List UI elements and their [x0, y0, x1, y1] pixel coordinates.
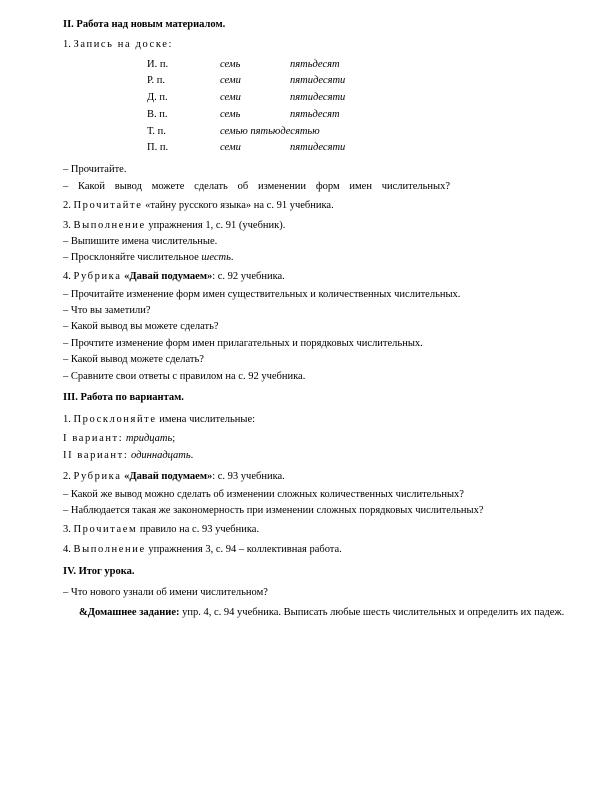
item-spaced-text: Прочитайте [73, 200, 143, 211]
variant-word: одиннадцать [130, 450, 191, 461]
item-number: 1. [63, 414, 71, 425]
variant-label: I вариант: [63, 433, 124, 444]
question-line: – Какой вывод можете сделать? [63, 354, 204, 365]
variant-word: тридцать [125, 433, 173, 444]
item-spaced-text: Запись на доске: [73, 39, 174, 50]
rubric-title: «Давай подумаем» [121, 471, 213, 482]
line-text: . [230, 252, 234, 263]
item-number: 3. [63, 220, 71, 231]
question-line: – Прочитайте. [63, 164, 127, 175]
section-4-heading: IV. Итог урока. [63, 566, 135, 577]
word-form: пятидесяти [290, 75, 346, 86]
word-form: пятидесяти [290, 142, 346, 153]
item-text: упражнения 1, с. 91 (учебник). [145, 220, 286, 231]
item-number: 2. [63, 471, 71, 482]
homework-paragraph [63, 606, 579, 619]
question-line [63, 251, 234, 264]
italic-word: шесть [201, 252, 231, 263]
item-text: правило на с. 93 учебника. [137, 524, 260, 535]
item-text: : с. 92 учебника. [212, 271, 285, 282]
item-number: 1. [63, 39, 71, 50]
word-form: семи [220, 142, 241, 153]
question-line: – Наблюдается такая же закономерность при изменении сложных порядковых числительных? [63, 505, 484, 516]
rubric-title: «Давай подумаем» [121, 271, 213, 282]
homework-text: упр. 4, с. 94 учебника. Выписать любые шесть числительных и определить их падеж. [179, 607, 565, 618]
case-label: И. п. [147, 59, 169, 70]
item-spaced-text: Просклоняйте [73, 414, 157, 425]
section-3-heading: III. Работа по вариантам. [63, 392, 184, 403]
punctuation: ; [172, 433, 176, 444]
item-spaced-text: Выполнение [73, 544, 146, 555]
case-label: В. п. [147, 109, 168, 120]
variant-label: II вариант: [63, 450, 129, 461]
question-line: – Выпишите имена числительные. [63, 236, 218, 247]
word-form: пятьдесят [290, 109, 340, 120]
item-text: имена числительные: [156, 414, 256, 425]
item-spaced-text: Рубрика [73, 471, 122, 482]
word-form: семь [220, 59, 241, 70]
item-rubric-92 [63, 270, 285, 283]
item-spaced-text: Рубрика [73, 271, 122, 282]
word-form: семь [220, 109, 241, 120]
section-2-heading: II. Работа над новым материалом. [63, 19, 226, 30]
question-line: – Какой вывод можете сделать об изменении форм имен числительных? [63, 181, 450, 192]
item-text: : с. 93 учебника. [212, 471, 285, 482]
item-spaced-text: Выполнение [73, 220, 146, 231]
word-form: семью пятьюдесятью [220, 126, 320, 137]
item-number: 4. [63, 544, 71, 555]
word-form: пятидесяти [290, 92, 346, 103]
item-text: «тайну русского языка» на с. 91 учебника. [142, 200, 334, 211]
question-line: – Какой вывод вы можете сделать? [63, 321, 219, 332]
variant-2 [63, 449, 193, 462]
variant-1 [63, 432, 175, 445]
word-form: семи [220, 92, 241, 103]
case-label: П. п. [147, 142, 169, 153]
line-text: – Просклоняйте числительное [63, 252, 202, 263]
punctuation: . [190, 450, 194, 461]
homework-label: Домашнее задание: [87, 607, 180, 618]
item-rule [63, 523, 259, 536]
question-line: – Прочтите изменение форм имен прилагательных и порядковых числительных. [63, 338, 423, 349]
question-line: – Прочитайте изменение форм имен существительных и количественных числительных. [63, 289, 461, 300]
item-decline [63, 413, 255, 426]
question-line: – Что нового узнали об имени числительном? [63, 587, 268, 598]
case-label: Т. п. [147, 126, 166, 137]
question-line: – Сравните свои ответы с правилом на с. 92 учебника. [63, 371, 306, 382]
item-number: 3. [63, 524, 71, 535]
item-rubric-93 [63, 470, 285, 483]
word-form: пятьдесят [290, 59, 340, 70]
homework-marker: & [79, 607, 88, 618]
item-exercise-3 [63, 543, 342, 556]
item-board-record [63, 38, 173, 51]
item-exercise-1 [63, 219, 285, 232]
word-form: семи [220, 75, 241, 86]
item-number: 4. [63, 271, 71, 282]
case-label: Д. п. [147, 92, 168, 103]
item-spaced-text: Прочитаем [73, 524, 138, 535]
item-number: 2. [63, 200, 71, 211]
question-line: – Какой же вывод можно сделать об изменении сложных количественных числительных? [63, 489, 464, 500]
item-text: упражнения 3, с. 94 – коллективная работа. [145, 544, 342, 555]
case-label: Р. п. [147, 75, 166, 86]
item-tayna [63, 199, 334, 212]
question-line: – Что вы заметили? [63, 305, 151, 316]
